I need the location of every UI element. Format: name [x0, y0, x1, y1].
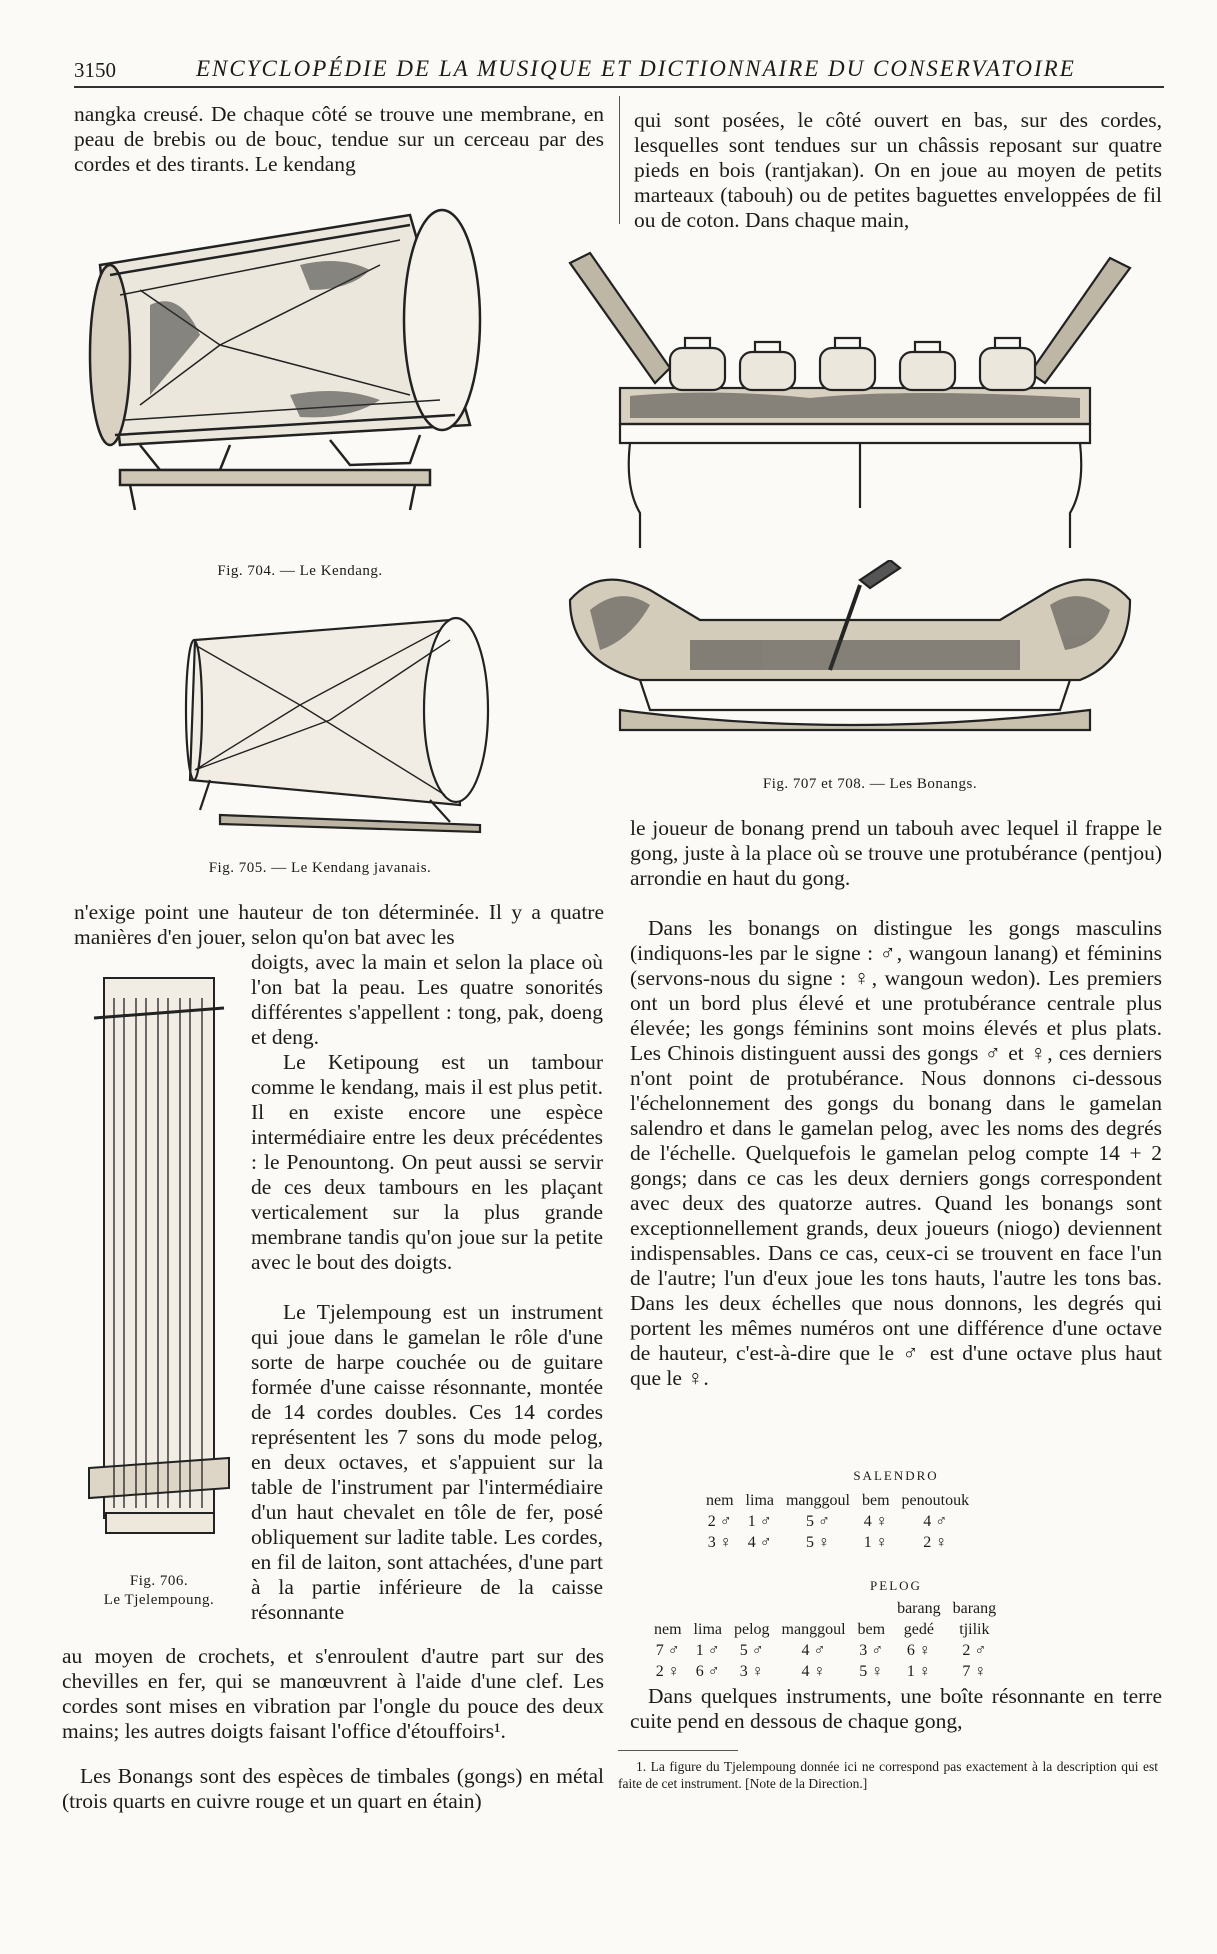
right-top-paragraph: qui sont posées, le côté ouvert en bas, sur des cordes, lesquelles sont tendues sur un châssis reposant sur quatre pieds en bois (rantjakan). On en joue au moyen de petits marteaux (tabouh) ou de petites baguettes enveloppées de fil ou de coton. Dans chaque main, [634, 108, 1162, 232]
salendro-title: SALENDRO [853, 1468, 939, 1483]
pelog-cell: 6 ♂ [695, 1663, 720, 1680]
salendro-header: penoutouk [901, 1492, 970, 1509]
right-paragraph-1: le joueur de bonang prend un tabouh avec lequel il frappe le gong, juste à la place où se trouve une protubérance (pentjou) arrondie en haut du gong. [630, 816, 1162, 890]
pelog-header: bem [857, 1621, 886, 1638]
salendro-cell: 5 ♂ [805, 1513, 830, 1530]
fig-704-caption: Fig. 704. — Le Kendang. [217, 563, 383, 579]
pelog-cell: 3 ♀ [739, 1663, 764, 1680]
pelog-header-top [648, 1598, 688, 1619]
pelog-cell: 6 ♀ [906, 1642, 931, 1659]
pelog-cell: 1 ♂ [695, 1642, 720, 1659]
salendro-header: nem [706, 1492, 734, 1509]
pelog-cell: 7 ♂ [655, 1642, 680, 1659]
pelog-cell: 3 ♂ [859, 1642, 884, 1659]
pelog-cell: 2 ♂ [962, 1642, 987, 1659]
kendang-javanais-illustration [180, 610, 500, 835]
kendang-illustration [80, 195, 520, 515]
bonang-boat-illustration [560, 560, 1140, 750]
page-number: 3150 [74, 58, 116, 82]
fig-706-caption-2: Le Tjelempoung. [103, 1592, 215, 1608]
pelog-header: pelog [733, 1621, 770, 1638]
header-rule [74, 86, 1164, 88]
salendro-cell: 3 ♀ [707, 1534, 732, 1551]
salendro-header: manggoul [785, 1492, 850, 1509]
right-paragraph-3: Dans quelques instruments, une boîte résonnante en terre cuite pend en dessous de chaque gong, [630, 1684, 1162, 1733]
footnote-rule [618, 1750, 738, 1751]
salendro-cell: 4 ♂ [923, 1513, 948, 1530]
salendro-cell: 4 ♀ [863, 1513, 888, 1530]
pelog-header-top [852, 1598, 892, 1619]
pelog-cell: 4 ♂ [801, 1642, 826, 1659]
pelog-header-top: barang [952, 1600, 997, 1617]
left-paragraph-3-cont: au moyen de crochets, et s'enroulent d'autre part sur des chevilles en fer, qui se manœuvrent à l'aide d'une clef. Les cordes sont mises en vibration par l'ongle du pouce des deux mains; les autres doigts faisant l'office d'étouffoirs¹. [62, 1644, 604, 1743]
salendro-cell: 4 ♂ [747, 1534, 772, 1551]
salendro-header: lima [745, 1492, 774, 1509]
pelog-header-top: barang [897, 1600, 941, 1617]
fig-705-caption: Fig. 705. — Le Kendang javanais. [208, 860, 432, 876]
pelog-cell: 5 ♀ [859, 1663, 884, 1680]
salendro-table [700, 1490, 975, 1553]
pelog-header: lima [693, 1621, 722, 1638]
left-paragraph-3: Le Tjelempoung est un instrument qui joue dans le gamelan le rôle d'une sorte de harpe couchée ou de guitare formée d'une caisse résonnante, montée de 14 cordes doubles. Ces 14 cordes représentent les 7 sons du mode pelog, en deux octaves, et s'appuient sur la table de l'instrument par l'intermédiaire d'un haut chevalet en tôle de fer, posé obliquement sur ladite table. Les cordes, en fil de laiton, sont attachées, d'une part à la partie inférieure de la caisse résonnante [251, 1300, 603, 1624]
salendro-cell: 2 ♀ [923, 1534, 948, 1551]
salendro-cell: 1 ♀ [863, 1534, 888, 1551]
footnote: 1. La figure du Tjelempoung donnée ici ne correspond pas exactement à la description qui est faite de cet instrument. [Note de la Direction.] [618, 1759, 1158, 1791]
pelog-header: nem [654, 1621, 682, 1638]
pelog-cell: 4 ♀ [801, 1663, 826, 1680]
pelog-header: manggoul [781, 1621, 846, 1638]
pelog-cell: 7 ♀ [962, 1663, 987, 1680]
pelog-header-top [776, 1598, 852, 1619]
pelog-title: PELOG [870, 1578, 922, 1593]
right-paragraph-2: Dans les bonangs on distingue les gongs masculins (indiquons-les par le signe : ♂, wangoun lanang) et féminins (servons-nous du signe : ♀, wangoun wedon). Les premiers ont un bord plus élevé et une protubérance centrale plus élevée; les gongs féminins sont moins élevés et plus plats. Les Chinois distinguent aussi des gongs ♂ et ♀, ces derniers n'ont point de protubérance. Nous donnons ci-dessous l'échelonnement des gongs du bonang dans le gamelan salendro et dans le gamelan pelog, avec les noms des degrés de l'échelle. Quelquefois le gamelan pelog compte 14 + 2 gongs; dans ce cas les deux derniers gongs correspondent avec deux des quatorze autres. Quand les bonangs sont exceptionnellement grands, deux joueurs (niogo) deviennent indispensables. Dans ce cas, ceux-ci se trouvent en face l'un de l'autre; l'un d'eux joue les tons hauts, l'autre les tons bas. Dans les deux échelles que nous donnons, les degrés qui portent les mêmes numéros ont une différence d'une octave de hauteur, c'est-à-dire que le ♂ est d'une octave plus haut que le ♀. [630, 916, 1162, 1390]
left-paragraph-2: Le Ketipoung est un tambour comme le kendang, mais il est plus petit. Il en existe encore une espèce intermédiaire entre les deux précédentes : le Penountong. On peut aussi se servir de ces deux tambours en les plaçant verticalement sur la plus grande membrane tandis qu'on joue sur la petite avec le bout des doigts. [251, 1050, 603, 1274]
left-top-paragraph: nangka creusé. De chaque côté se trouve une membrane, en peau de brebis ou de bouc, tendue sur un cerceau par des cordes et des tirants. Le kendang [74, 102, 604, 176]
column-divider [619, 96, 620, 224]
salendro-cell: 1 ♂ [747, 1513, 772, 1530]
pelog-header: gedé [903, 1621, 934, 1638]
left-paragraph-4: Les Bonangs sont des espèces de timbales (gongs) en métal (trois quarts en cuivre rouge et un quart en étain) [62, 1764, 604, 1813]
pelog-cell: 5 ♂ [739, 1642, 764, 1659]
left-paragraph-1-wrap: doigts, avec la main et selon la place où l'on bat la peau. Les quatre sonorités différentes s'appellent : tong, pak, doeng et deng. [251, 950, 603, 1049]
pelog-cell: 2 ♀ [655, 1663, 680, 1680]
salendro-cell: 2 ♂ [707, 1513, 732, 1530]
left-paragraph-1-full: n'exige point une hauteur de ton déterminée. Il y a quatre manières d'en jouer, selon qu'on bat avec les [74, 900, 604, 949]
fig-706-caption-1: Fig. 706. [129, 1573, 189, 1589]
running-title: ENCYCLOPÉDIE DE LA MUSIQUE ET DICTIONNAIRE DU CONSERVATOIRE [196, 56, 1076, 81]
pelog-header: tjilik [959, 1621, 990, 1638]
fig-707-708-caption: Fig. 707 et 708. — Les Bonangs. [762, 776, 978, 792]
tjelempoung-illustration [84, 968, 234, 1538]
pelog-header-top [688, 1598, 728, 1619]
pelog-header-top [728, 1598, 776, 1619]
pelog-cell: 1 ♀ [906, 1663, 931, 1680]
salendro-cell: 5 ♀ [805, 1534, 830, 1551]
bonang-rack-illustration [560, 248, 1140, 558]
salendro-header: bem [861, 1492, 890, 1509]
pelog-table [648, 1598, 1002, 1682]
